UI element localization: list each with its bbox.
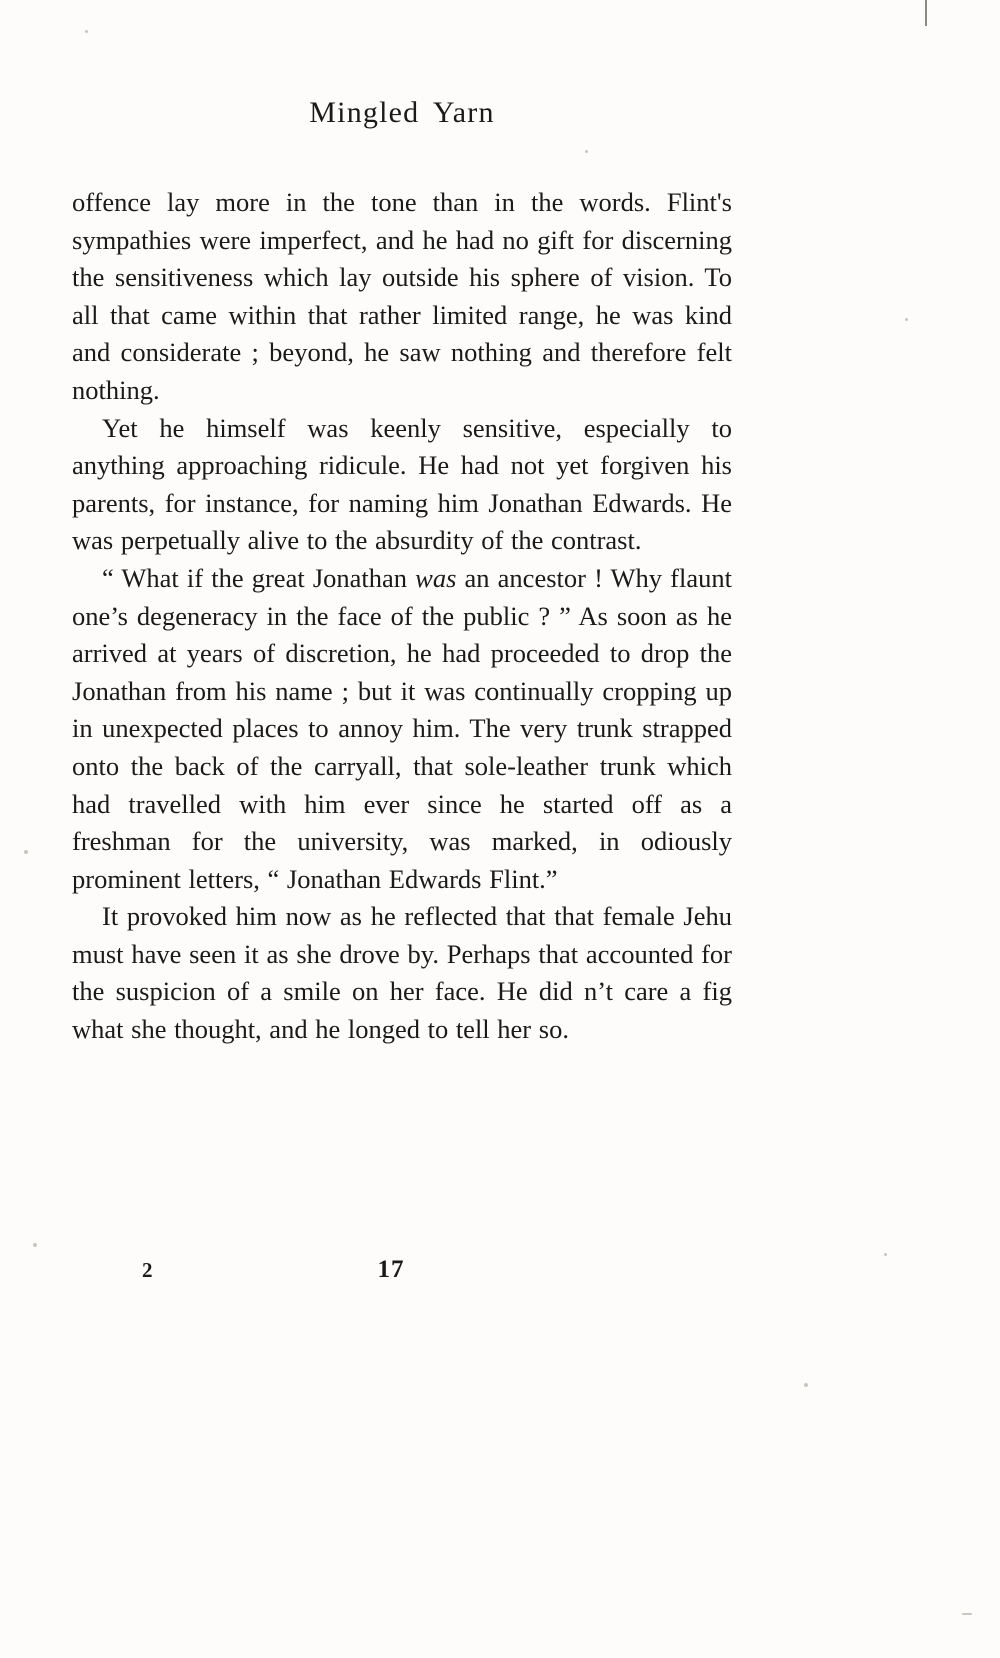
paragraph-4: It provoked him now as he reflected that that female Jehu must have seen it as she drove by. Perhaps that accounted for the suspicion of a smile on her face. He did n’t care a fig what she thought, and he longed to tell her so. — [72, 901, 732, 1045]
scan-speck — [85, 30, 88, 33]
paragraph-3 — [72, 560, 732, 898]
scan-speck — [905, 318, 908, 321]
scan-speck — [804, 1383, 808, 1387]
running-head: Mingled Yarn — [309, 96, 495, 129]
paragraph-3-post: an ancestor ! Why flaunt one’s degeneracy in the face of the public ? ” As soon as he arrived at years of discretion, he had proceeded to drop the Jonathan from his name ; but it was continually cropping up in unexpected places to annoy him. The very trunk strapped onto the back of the carryall, that sole-leather trunk which had travelled with him ever since he started off as a freshman for the university, was marked, in odiously prominent letters, “ Jonathan Edwards Flint.” — [72, 562, 732, 894]
page-edge-mark — [925, 0, 927, 26]
scan-speck — [962, 1613, 972, 1615]
scan-speck — [33, 1243, 37, 1247]
paragraph-2: Yet he himself was keenly sensitive, especially to anything approaching ridicule. He had not yet forgiven his parents, for instance, for naming him Jonathan Edwards. He was perpetually alive to the absurdity of the contrast. — [72, 412, 732, 556]
page-number: 17 — [377, 1256, 405, 1283]
paragraph-3-italic: was — [415, 562, 457, 593]
scan-speck — [24, 850, 28, 854]
paragraph-1: offence lay more in the tone than in the words. Flint's sympathies were imperfect, and he had no gift for discerning the sensitiveness which lay outside his sphere of vision. To all that came within that rather limited range, he was kind and considerate ; beyond, he saw nothing and therefore felt nothing. — [72, 187, 732, 405]
paragraph-3-pre: “ What if the great Jonathan — [102, 562, 416, 593]
scan-speck — [884, 1253, 887, 1256]
page-footer — [72, 1258, 732, 1292]
page-text-block — [72, 96, 732, 1049]
signature-mark: 2 — [142, 1258, 153, 1282]
